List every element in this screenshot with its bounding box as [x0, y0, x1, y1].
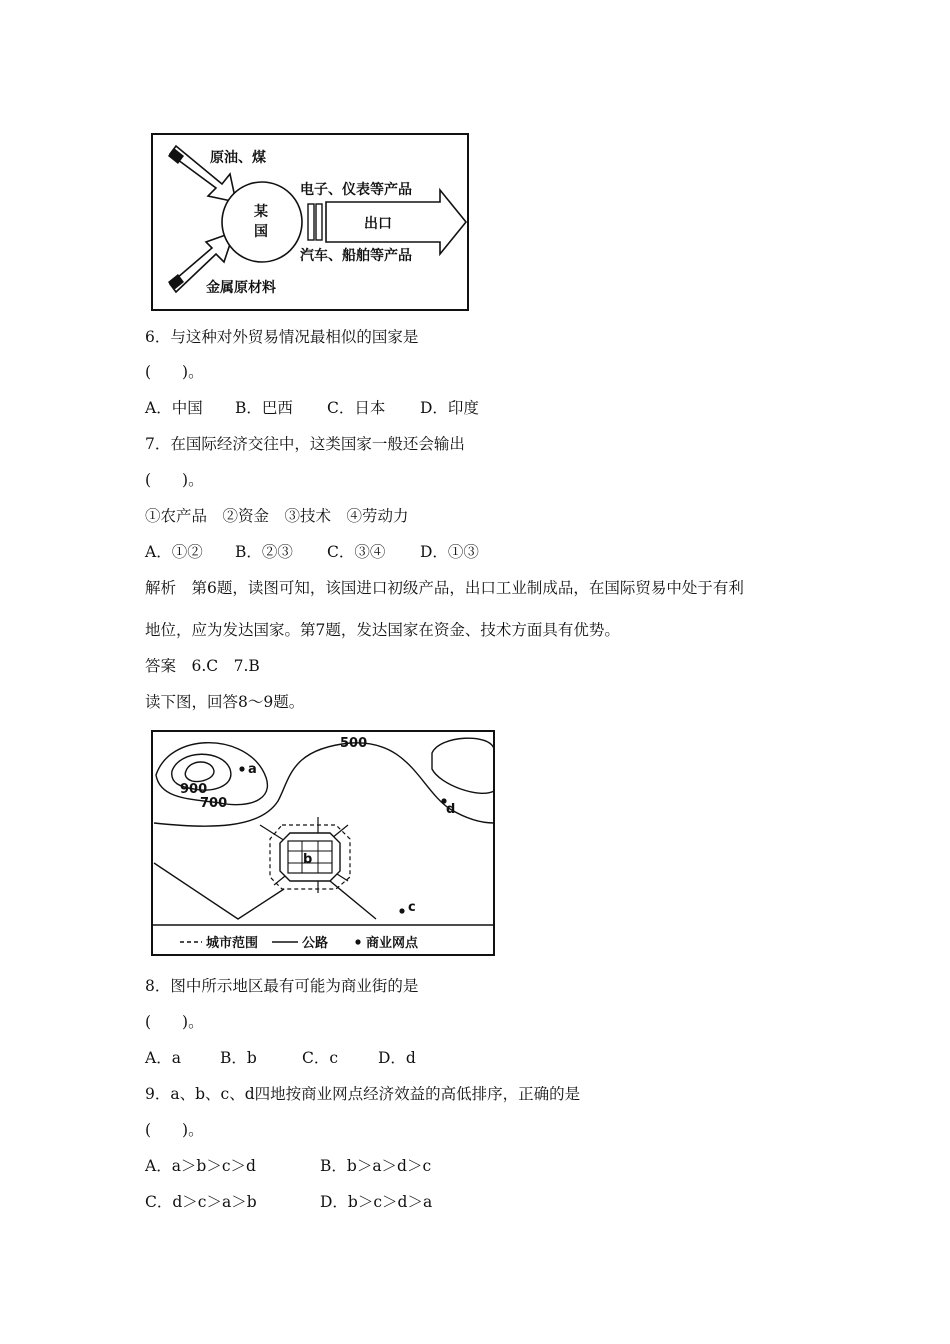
answer: 答案 6.C 7.B [145, 657, 260, 675]
q7-items: ①农产品 ②资金 ③技术 ④劳动力 [145, 507, 409, 525]
trade-flow-diagram [150, 132, 472, 312]
q8-option-b: B．b [220, 1049, 257, 1067]
point-c-dot [399, 908, 404, 913]
q6-stem: 6．与这种对外贸易情况最相似的国家是 [145, 328, 419, 346]
export-label-electronics: 电子、仪表等产品 [300, 182, 412, 198]
q7-option-b: B．②③ [235, 543, 293, 561]
q9-option-a: A．a＞b＞c＞d [145, 1157, 256, 1175]
import-label-metal: 金属原材料 [206, 280, 276, 296]
point-b-label: b [303, 852, 313, 867]
q7-stem: 7．在国际经济交往中，这类国家一般还会输出 [145, 435, 465, 453]
instruction: 读下图，回答8～9题。 [145, 693, 305, 711]
point-c-label: c [408, 900, 416, 915]
point-a-dot [239, 766, 244, 771]
q6-option-b: B．巴西 [235, 399, 293, 417]
contour-label-900: 900 [180, 782, 208, 797]
contour-city-map [150, 729, 496, 959]
q8-option-d: D．d [378, 1049, 416, 1067]
contour-label-700: 700 [200, 796, 228, 811]
q6-option-c: C．日本 [327, 399, 386, 417]
point-a-label: a [248, 762, 257, 777]
export-label-vehicles: 汽车、船舶等产品 [300, 248, 412, 264]
q8-option-a: A．a [145, 1049, 181, 1067]
contour-label-500: 500 [340, 736, 368, 751]
q8-paren: ( )。 [145, 1013, 204, 1031]
q7-paren: ( )。 [145, 471, 204, 489]
analysis-line-2: 地位，应为发达国家。第7题，发达国家在资金、技术方面具有优势。 [145, 621, 620, 639]
country-circle [222, 182, 302, 262]
legend-store: 商业网点 [366, 936, 419, 951]
q8-option-c: C．c [302, 1049, 339, 1067]
country-label-1: 某 [254, 204, 268, 220]
q9-option-c: C．d＞c＞a＞b [145, 1193, 257, 1211]
q7-option-a: A．①② [145, 543, 203, 561]
legend-road: 公路 [302, 936, 329, 951]
q6-option-d: D．印度 [420, 399, 479, 417]
q8-stem: 8．图中所示地区最有可能为商业街的是 [145, 977, 419, 995]
q7-option-d: D．①③ [420, 543, 479, 561]
q9-option-b: B．b＞a＞d＞c [320, 1157, 432, 1175]
analysis-line-1: 解析 第6题，读图可知，该国进口初级产品，出口工业制成品，在国际贸易中处于有利 [145, 579, 744, 597]
export-label: 出口 [364, 216, 392, 232]
q9-paren: ( )。 [145, 1121, 204, 1139]
q9-option-d: D．b＞c＞d＞a [320, 1193, 433, 1211]
q9-stem: 9．a、b、c、d四地按商业网点经济效益的高低排序，正确的是 [145, 1085, 581, 1103]
import-label-oil-coal: 原油、煤 [210, 150, 266, 166]
q6-option-a: A．中国 [145, 399, 203, 417]
q6-paren: ( )。 [145, 363, 204, 381]
country-label-2: 国 [254, 224, 268, 240]
q7-option-c: C．③④ [327, 543, 386, 561]
point-d-label: d [446, 802, 456, 817]
legend-city: 城市范围 [206, 936, 259, 951]
